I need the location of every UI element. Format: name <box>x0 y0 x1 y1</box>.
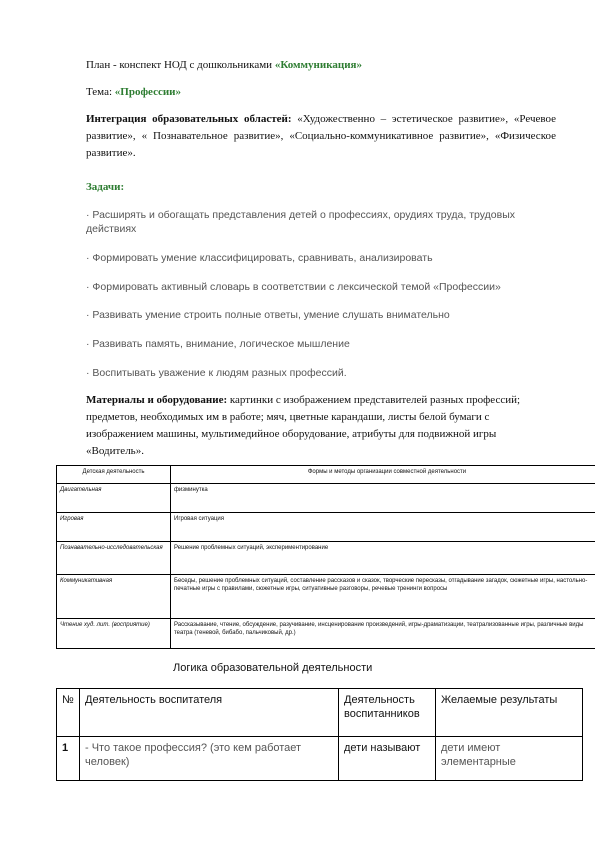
activity-kind-cell: Чтение худ. лит. (восприятие) <box>57 619 171 649</box>
table-header-row <box>57 466 595 484</box>
plan-title-prefix: План - конспект НОД с дошкольниками <box>86 59 273 71</box>
activity-kind-cell: Игровая <box>57 513 171 542</box>
activity-forms-cell: Решение проблемных ситуаций, экспериментирование <box>171 542 595 575</box>
tasks-heading: Задачи: <box>86 181 125 193</box>
plan-title <box>86 58 362 72</box>
table-header-cell: Деятельность воспитанников <box>339 689 436 737</box>
table-row <box>57 737 583 781</box>
kids-activity-cell: дети называют <box>339 737 436 781</box>
table-row <box>57 619 595 649</box>
table-header-cell: Формы и методы организации совместной деятельности <box>171 466 595 484</box>
plan-title-highlight: «Коммуникация» <box>274 59 363 71</box>
table-header-cell: Деятельность воспитателя <box>80 689 339 737</box>
integration-label: Интеграция образовательных областей: <box>86 113 292 125</box>
activity-forms-table <box>56 465 595 649</box>
materials-label: Материалы и оборудование: <box>86 394 228 406</box>
table-header-cell: Детская деятельность <box>57 466 171 484</box>
task-item: · Воспитывать уважение к людям разных профессий. <box>86 367 347 379</box>
integration-paragraph <box>86 111 556 162</box>
theme-value: «Профессии» <box>114 86 182 98</box>
activity-forms-cell: Беседы, решение проблемных ситуаций, составление рассказов и сказок, творческие пересказы, отгадывание загадок, сюжетные игры, настольно-печатные игры с правилами, сюжетные игры, ситуативные разговоры, речевые тренинги вопросы <box>171 575 595 619</box>
row-number-cell: 1 <box>57 737 80 781</box>
integration-text: «Художественно – эстетическое развитие», «Речевое развитие», « Познавательное развитие», «Социально-коммуникативное развитие», «Физическое развитие». <box>86 113 556 159</box>
result-cell: дети имеют элементарные <box>436 737 583 781</box>
table-row <box>57 513 595 542</box>
theme-label: Тема: <box>86 86 113 98</box>
table-row <box>57 484 595 513</box>
task-item: · Развивать умение строить полные ответы, умение слушать внимательно <box>86 309 450 321</box>
table-header-row <box>57 689 583 737</box>
activity-kind-cell: Познавательно-исследовательская <box>57 542 171 575</box>
task-item: · Развивать память, внимание, логическое мышление <box>86 338 350 350</box>
logic-title: Логика образовательной деятельности <box>173 662 373 674</box>
materials-text: картинки с изображением представителей разных профессий; предметов, необходимых им в работе; мяч, цветные карандаши, листы белой бумаги с изображением машины, мультимедийное оборудование, атрибуты для подвижной игры «Водитель». <box>86 394 521 457</box>
activity-forms-cell: Рассказывание, чтение, обсуждение, разучивание, инсценирование произведений, игры-драматизации, театрализованные игры, различные виды театра (теневой, бибабо, пальчиковый, др.) <box>171 619 595 649</box>
task-item: · Формировать умение классифицировать, сравнивать, анализировать <box>86 252 433 264</box>
task-item: · Расширять и обогащать представления детей о профессиях, орудиях труда, трудовых действиях <box>86 209 516 235</box>
materials-paragraph <box>86 392 546 460</box>
table-header-cell: Желаемые результаты <box>436 689 583 737</box>
activity-kind-cell: Двигательная <box>57 484 171 513</box>
task-item: · Формировать активный словарь в соответствии с лексической темой «Профессии» <box>86 281 501 293</box>
table-header-cell: № <box>57 689 80 737</box>
theme-line <box>86 85 181 99</box>
logic-table <box>56 688 583 781</box>
activity-forms-cell: Игровая ситуация <box>171 513 595 542</box>
teacher-activity-cell: - Что такое профессия? (это кем работает человек) <box>80 737 339 781</box>
activity-forms-cell: физминутка <box>171 484 595 513</box>
table-row <box>57 542 595 575</box>
table-row <box>57 575 595 619</box>
activity-kind-cell: Коммуникативная <box>57 575 171 619</box>
